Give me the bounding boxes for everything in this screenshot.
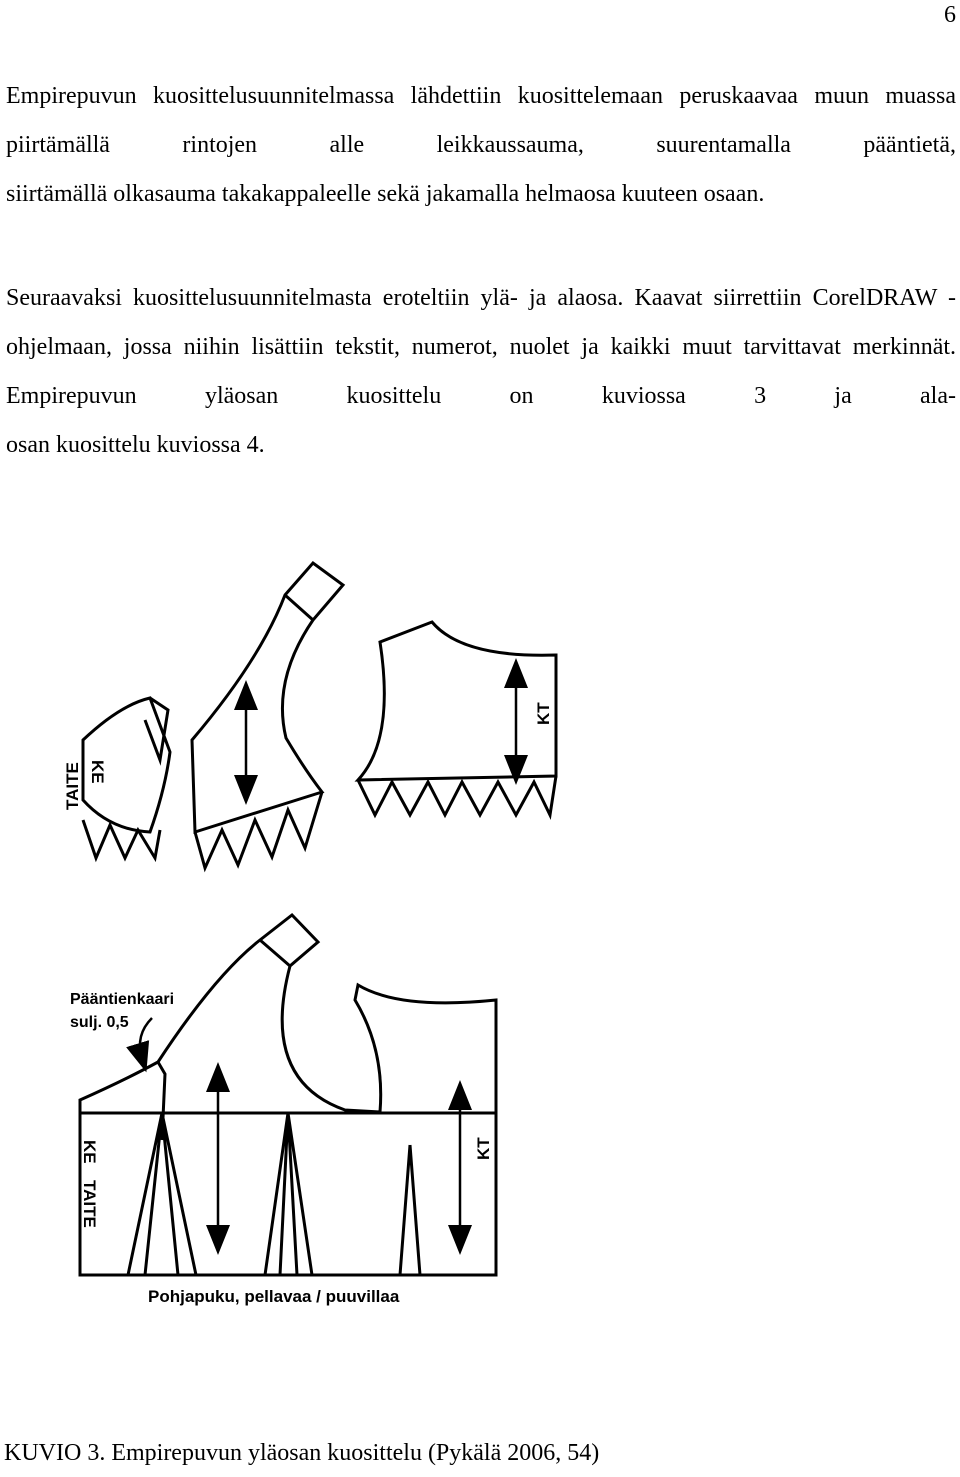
back-piece bbox=[358, 622, 556, 780]
label-paantienkaari-1: Pääntienkaari bbox=[70, 991, 175, 1008]
combined-bodice-piece bbox=[80, 915, 496, 1275]
label-ke-top: KE bbox=[88, 760, 107, 784]
label-kt-top: KT bbox=[534, 702, 553, 725]
curved-pointer-arrow bbox=[140, 1018, 152, 1058]
pattern-figure bbox=[0, 555, 960, 1435]
label-paantienkaari-2: sulj. 0,5 bbox=[70, 1014, 129, 1031]
back-piece-notches bbox=[358, 776, 556, 815]
paragraph-2-line-2: CorelDRAW -ohjelmaan, jossa niihin lisättiin tekstit, numerot, nuolet ja kaikki bbox=[6, 285, 957, 360]
paragraph-1-line-1: Empirepuvun kuosittelusuunnitelmassa lähdettiin kuosittelemaan peruskaavaa bbox=[6, 83, 798, 109]
paragraph-2-line-1: Seuraavaksi kuosittelusuunnitelmasta eroteltiin ylä- ja alaosa. Kaavat siirrettiin bbox=[6, 285, 802, 311]
middle-piece-notches bbox=[195, 792, 322, 868]
label-fabric: Pohjapuku, pellavaa / puuvillaa bbox=[148, 1287, 400, 1306]
paragraph-2 bbox=[6, 274, 956, 470]
page-number: 6 bbox=[944, 2, 956, 28]
label-ke-bottom: KE bbox=[80, 1140, 99, 1164]
figure-caption: KUVIO 3. Empirepuvun yläosan kuosittelu (Pykälä 2006, 54) bbox=[4, 1440, 600, 1466]
skirt-dart-2 bbox=[265, 1113, 312, 1275]
paragraph-2-line-4: osan kuosittelu kuviossa 4. bbox=[6, 432, 265, 458]
skirt-dart-3 bbox=[400, 1145, 420, 1275]
small-front-dart bbox=[145, 698, 168, 760]
label-taite-top: TAITE bbox=[63, 762, 82, 810]
paragraph-1-line-2: muun muassa piirtämällä rintojen alle leikkaussauma, suurentamalla pääntietä, bbox=[6, 83, 957, 158]
paragraph-1 bbox=[6, 72, 956, 219]
paragraph-1-line-3: siirtämällä olkasauma takakappaleelle sekä jakamalla helmaosa kuuteen osaan. bbox=[6, 181, 765, 207]
label-kt-bottom: KT bbox=[474, 1137, 493, 1160]
label-taite-bottom: TAITE bbox=[80, 1180, 99, 1228]
middle-piece bbox=[192, 563, 343, 832]
paragraph-2-line-3: muut tarvittavat merkinnät. Empirepuvun yläosan kuosittelu on kuviossa 3 ja ala- bbox=[6, 334, 957, 409]
